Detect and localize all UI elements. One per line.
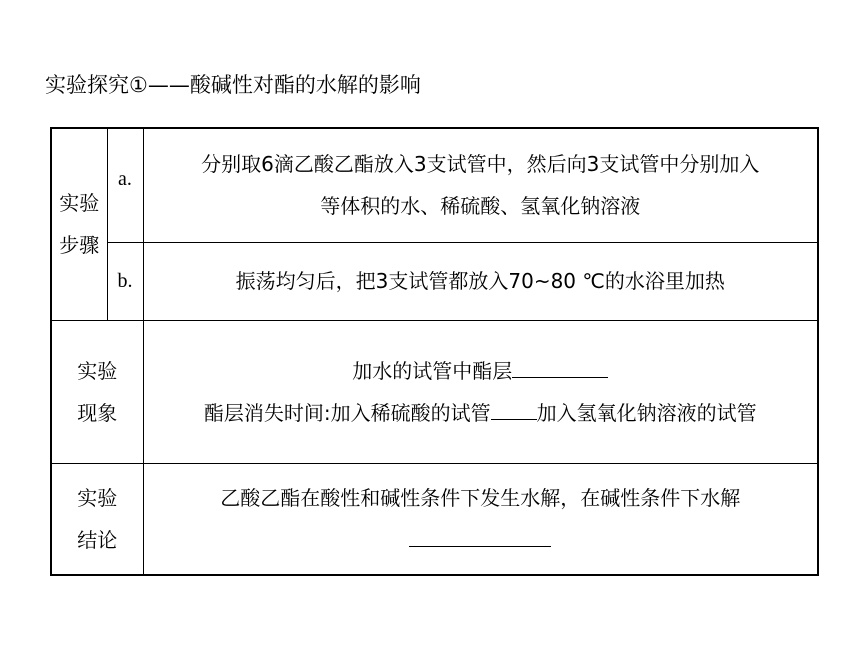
conclusion-content xyxy=(143,463,818,575)
steps-label-cell xyxy=(51,128,107,320)
answer-blank-1[interactable] xyxy=(512,353,608,378)
table-row-step-b xyxy=(51,242,818,320)
step-b-label: b. xyxy=(107,242,143,320)
experiment-table xyxy=(50,127,819,576)
phenomenon-line1 xyxy=(144,350,818,392)
conclusion-line1: 乙酸乙酯在酸性和碱性条件下发生水解，在碱性条件下水解 xyxy=(220,485,741,510)
steps-label-line2: 步骤 xyxy=(59,233,100,258)
step-a-label: a. xyxy=(107,128,143,242)
table-row-conclusion xyxy=(51,463,818,575)
phenomenon-line2 xyxy=(144,392,818,434)
steps-label-line1: 实验 xyxy=(59,191,100,216)
answer-blank-2[interactable] xyxy=(491,395,537,420)
table-row-step-a xyxy=(51,128,818,242)
phenomenon-label-cell xyxy=(51,320,143,463)
conclusion-line2 xyxy=(144,519,818,561)
page-title: 实验探究①——酸碱性对酯的水解的影响 xyxy=(45,73,421,97)
answer-blank-3[interactable] xyxy=(409,522,551,547)
phenomenon-line1-text: 加水的试管中酯层 xyxy=(352,358,513,383)
phenomenon-line2-part1: 酯层消失时间:加入稀硫酸的试管 xyxy=(203,400,491,425)
phenomenon-label-line2: 现象 xyxy=(77,400,118,425)
phenomenon-content xyxy=(143,320,818,463)
conclusion-label-line2: 结论 xyxy=(77,527,118,552)
step-a-line1: 分别取6滴乙酸乙酯放入3支试管中，然后向3支试管中分别加入 xyxy=(201,152,760,177)
table-row-phenomenon xyxy=(51,320,818,463)
phenomenon-line2-part2: 加入氢氧化钠溶液的试管 xyxy=(536,400,757,425)
conclusion-label-cell xyxy=(51,463,143,575)
step-b-content: 振荡均匀后，把3支试管都放入70~80 ℃的水浴里加热 xyxy=(143,242,818,320)
conclusion-label-line1: 实验 xyxy=(77,485,118,510)
step-a-content xyxy=(143,128,818,242)
step-a-line2: 等体积的水、稀硫酸、氢氧化钠溶液 xyxy=(320,194,641,219)
phenomenon-label-line1: 实验 xyxy=(77,358,118,383)
